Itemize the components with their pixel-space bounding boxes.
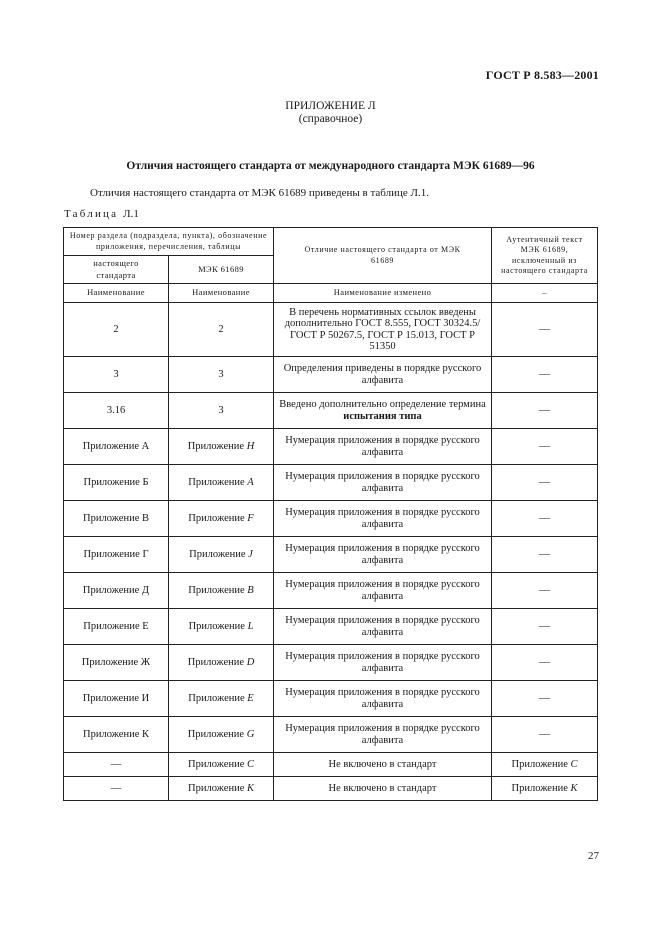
- cell-iec: [169, 777, 274, 801]
- cell-authentic: —: [492, 393, 598, 429]
- header-this-standard: настоящего стандарта: [64, 256, 169, 284]
- cell-difference: В перечень нормативных ссылок введены дополнительно ГОСТ 8.555, ГОСТ 30324.5/ГОСТ Р 50267.5, ГОСТ Р 15.013, ГОСТ Р 51350: [274, 303, 492, 357]
- cell-this: Наименование: [64, 284, 169, 303]
- iec-prefix: Приложение: [188, 620, 248, 632]
- header-iec: МЭК 61689: [169, 256, 274, 284]
- cell-this: Приложение А: [64, 429, 169, 465]
- table-row: [64, 777, 598, 801]
- iec-letter: G: [246, 728, 255, 740]
- iec-prefix: Приложение: [188, 758, 247, 770]
- iec-letter: K: [246, 782, 254, 794]
- cell-difference: Нумерация приложения в порядке русского алфавита: [274, 645, 492, 681]
- cell-this: Приложение Ж: [64, 645, 169, 681]
- cell-difference: Не включено в стандарт: [274, 777, 492, 801]
- header-difference: Отличие настоящего стандарта от МЭК 61689: [274, 228, 492, 284]
- table-row: [64, 393, 598, 429]
- iec-prefix: Приложение: [187, 656, 247, 668]
- cell-authentic: —: [492, 681, 598, 717]
- iec-letter: D: [246, 656, 255, 668]
- table-caption-word: Таблица: [64, 208, 119, 220]
- cell-authentic: —: [492, 429, 598, 465]
- cell-this: Приложение В: [64, 501, 169, 537]
- cell-authentic: —: [492, 537, 598, 573]
- cell-difference: Нумерация приложения в порядке русского алфавита: [274, 681, 492, 717]
- table-row: [64, 429, 598, 465]
- iec-letter: E: [247, 692, 254, 704]
- authentic-prefix: Приложение: [511, 782, 571, 794]
- defined-term: испытания типа: [343, 410, 422, 422]
- cell-difference: Наименование изменено: [274, 284, 492, 303]
- cell-iec: [169, 537, 274, 573]
- cell-this: Приложение Е: [64, 609, 169, 645]
- cell-this: —: [64, 777, 169, 801]
- appendix-title: ПРИЛОЖЕНИЕ Л: [285, 100, 376, 112]
- cell-difference: Определения приведены в порядке русского алфавита: [274, 357, 492, 393]
- cell-authentic: —: [492, 357, 598, 393]
- section-title: Отличия настоящего стандарта от международного стандарта МЭК 61689—96: [126, 160, 535, 172]
- table-row: [64, 303, 598, 357]
- table-row: [64, 753, 598, 777]
- cell-authentic: —: [492, 717, 598, 753]
- table-row: [64, 501, 598, 537]
- difference-text: Введено дополнительно определение термина: [279, 399, 486, 410]
- cell-authentic: —: [492, 501, 598, 537]
- iec-letter: H: [246, 440, 255, 452]
- intro-paragraph: Отличия настоящего стандарта от МЭК 61689 приведены в таблице Л.1.: [90, 187, 429, 199]
- cell-authentic: —: [492, 609, 598, 645]
- appendix-heading: [0, 100, 661, 126]
- table-row: [64, 357, 598, 393]
- table-row: [64, 717, 598, 753]
- table-row: [64, 465, 598, 501]
- cell-this: —: [64, 753, 169, 777]
- cell-authentic: —: [492, 573, 598, 609]
- table-row: [64, 645, 598, 681]
- iec-prefix: Приложение: [187, 728, 247, 740]
- table-row: [64, 681, 598, 717]
- appendix-subtitle: (справочное): [298, 113, 363, 125]
- iec-prefix: Приложение: [188, 782, 247, 794]
- cell-difference: Нумерация приложения в порядке русского алфавита: [274, 465, 492, 501]
- cell-iec: [169, 465, 274, 501]
- cell-iec: [169, 501, 274, 537]
- cell-this: Приложение Д: [64, 573, 169, 609]
- table-caption-number: Л.1: [123, 208, 139, 220]
- cell-this: 3.16: [64, 393, 169, 429]
- cell-iec: 3: [169, 393, 274, 429]
- cell-authentic: [492, 777, 598, 801]
- cell-authentic: –: [492, 284, 598, 303]
- iec-letter: L: [247, 620, 254, 632]
- cell-difference: [274, 393, 492, 429]
- iec-prefix: Приложение: [189, 548, 249, 560]
- page-number: 27: [588, 850, 599, 862]
- iec-prefix: Приложение: [188, 584, 248, 596]
- cell-authentic: —: [492, 303, 598, 357]
- iec-letter: J: [248, 548, 253, 560]
- cell-difference: Нумерация приложения в порядке русского алфавита: [274, 537, 492, 573]
- cell-iec: Наименование: [169, 284, 274, 303]
- cell-iec: 3: [169, 357, 274, 393]
- iec-prefix: Приложение: [188, 692, 248, 704]
- cell-iec: 2: [169, 303, 274, 357]
- cell-iec: [169, 573, 274, 609]
- cell-difference: Нумерация приложения в порядке русского алфавита: [274, 609, 492, 645]
- cell-iec: [169, 753, 274, 777]
- table-row: [64, 573, 598, 609]
- cell-authentic: —: [492, 645, 598, 681]
- cell-this: Приложение К: [64, 717, 169, 753]
- cell-difference: Нумерация приложения в порядке русского алфавита: [274, 717, 492, 753]
- cell-this: 2: [64, 303, 169, 357]
- table-row: [64, 537, 598, 573]
- authentic-letter: K: [570, 782, 578, 794]
- iec-letter: B: [247, 584, 254, 596]
- document-id: ГОСТ Р 8.583—2001: [485, 68, 599, 82]
- cell-iec: [169, 609, 274, 645]
- authentic-prefix: Приложение: [511, 758, 571, 770]
- iec-prefix: Приложение: [188, 512, 248, 524]
- cell-difference: Нумерация приложения в порядке русского алфавита: [274, 429, 492, 465]
- cell-authentic: —: [492, 465, 598, 501]
- cell-iec: [169, 681, 274, 717]
- table-caption: [64, 208, 139, 220]
- cell-difference: Нумерация приложения в порядке русского алфавита: [274, 501, 492, 537]
- cell-this: Приложение Б: [64, 465, 169, 501]
- header-section-number: Номер раздела (подраздела, пункта), обозначение приложения, перечисления, таблицы: [64, 228, 274, 256]
- table-header-row: [64, 228, 598, 256]
- iec-letter: F: [247, 512, 254, 524]
- cell-difference: Нумерация приложения в порядке русского алфавита: [274, 573, 492, 609]
- authentic-letter: C: [570, 758, 578, 770]
- iec-prefix: Приложение: [188, 476, 248, 488]
- cell-iec: [169, 429, 274, 465]
- cell-this: Приложение И: [64, 681, 169, 717]
- differences-table: [63, 227, 598, 801]
- cell-iec: [169, 717, 274, 753]
- cell-this: 3: [64, 357, 169, 393]
- iec-prefix: Приложение: [187, 440, 247, 452]
- cell-iec: [169, 645, 274, 681]
- cell-this: Приложение Г: [64, 537, 169, 573]
- iec-letter: C: [246, 758, 254, 770]
- iec-letter: A: [247, 476, 254, 488]
- header-authentic-text: Аутентичный текст МЭК 61689, исключенный из настоящего стандарта: [492, 228, 598, 284]
- cell-difference: Не включено в стандарт: [274, 753, 492, 777]
- table-row: [64, 284, 598, 303]
- cell-authentic: [492, 753, 598, 777]
- table-row: [64, 609, 598, 645]
